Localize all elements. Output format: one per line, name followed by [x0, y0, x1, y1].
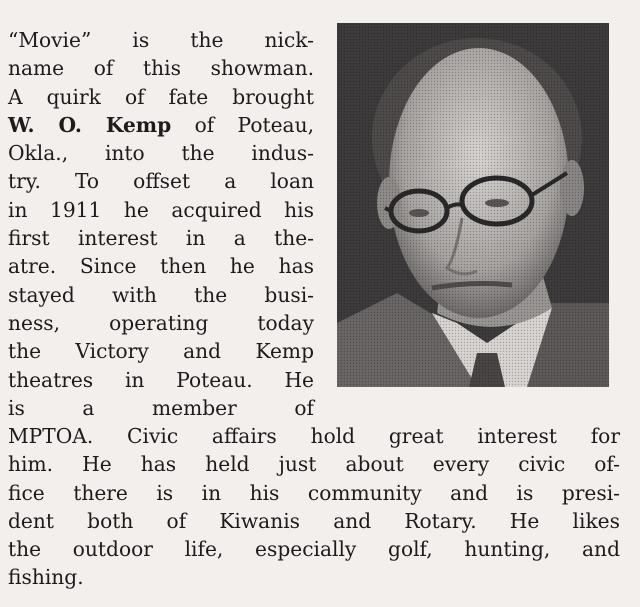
text-line: try. To offset a loan [8, 169, 314, 194]
text-line: him. He has held just about every civic of- [8, 452, 620, 477]
text-line: theatres in Poteau. He [8, 367, 314, 392]
text-line: MPTOA. Civic affairs hold great interest for [8, 424, 620, 448]
text-line: fishing. [8, 565, 84, 590]
text-line: dent both of Kiwanis and Rotary. He likes [8, 508, 620, 533]
text-line: atre. Since then he has [8, 254, 314, 279]
text-line: A quirk of fate brought [8, 84, 314, 109]
text-line: stayed with the busi- [8, 282, 314, 307]
portrait-illustration [337, 23, 609, 387]
text-fragment: of Poteau, [171, 112, 314, 137]
text-line: first interest in a the- [8, 226, 314, 251]
subject-name: W. O. Kemp [8, 112, 172, 137]
article-text-wide-column [8, 422, 620, 592]
text-line-with-name [8, 111, 314, 139]
portrait-photo [337, 23, 609, 387]
article-text-narrow-column [8, 26, 314, 422]
text-line: Okla., into the indus- [8, 141, 314, 166]
text-line: in 1911 he acquired his [8, 197, 314, 222]
text-line: fice there is in his community and is presi- [8, 480, 620, 505]
text-line: ness, operating today [8, 310, 314, 335]
text-line: name of this showman. [8, 56, 314, 81]
text-line: “Movie” is the nick- [8, 28, 314, 52]
text-line: is a member of [8, 395, 314, 420]
text-line: the outdoor life, especially golf, hunting, and [8, 537, 620, 562]
text-line: the Victory and Kemp [8, 339, 314, 364]
